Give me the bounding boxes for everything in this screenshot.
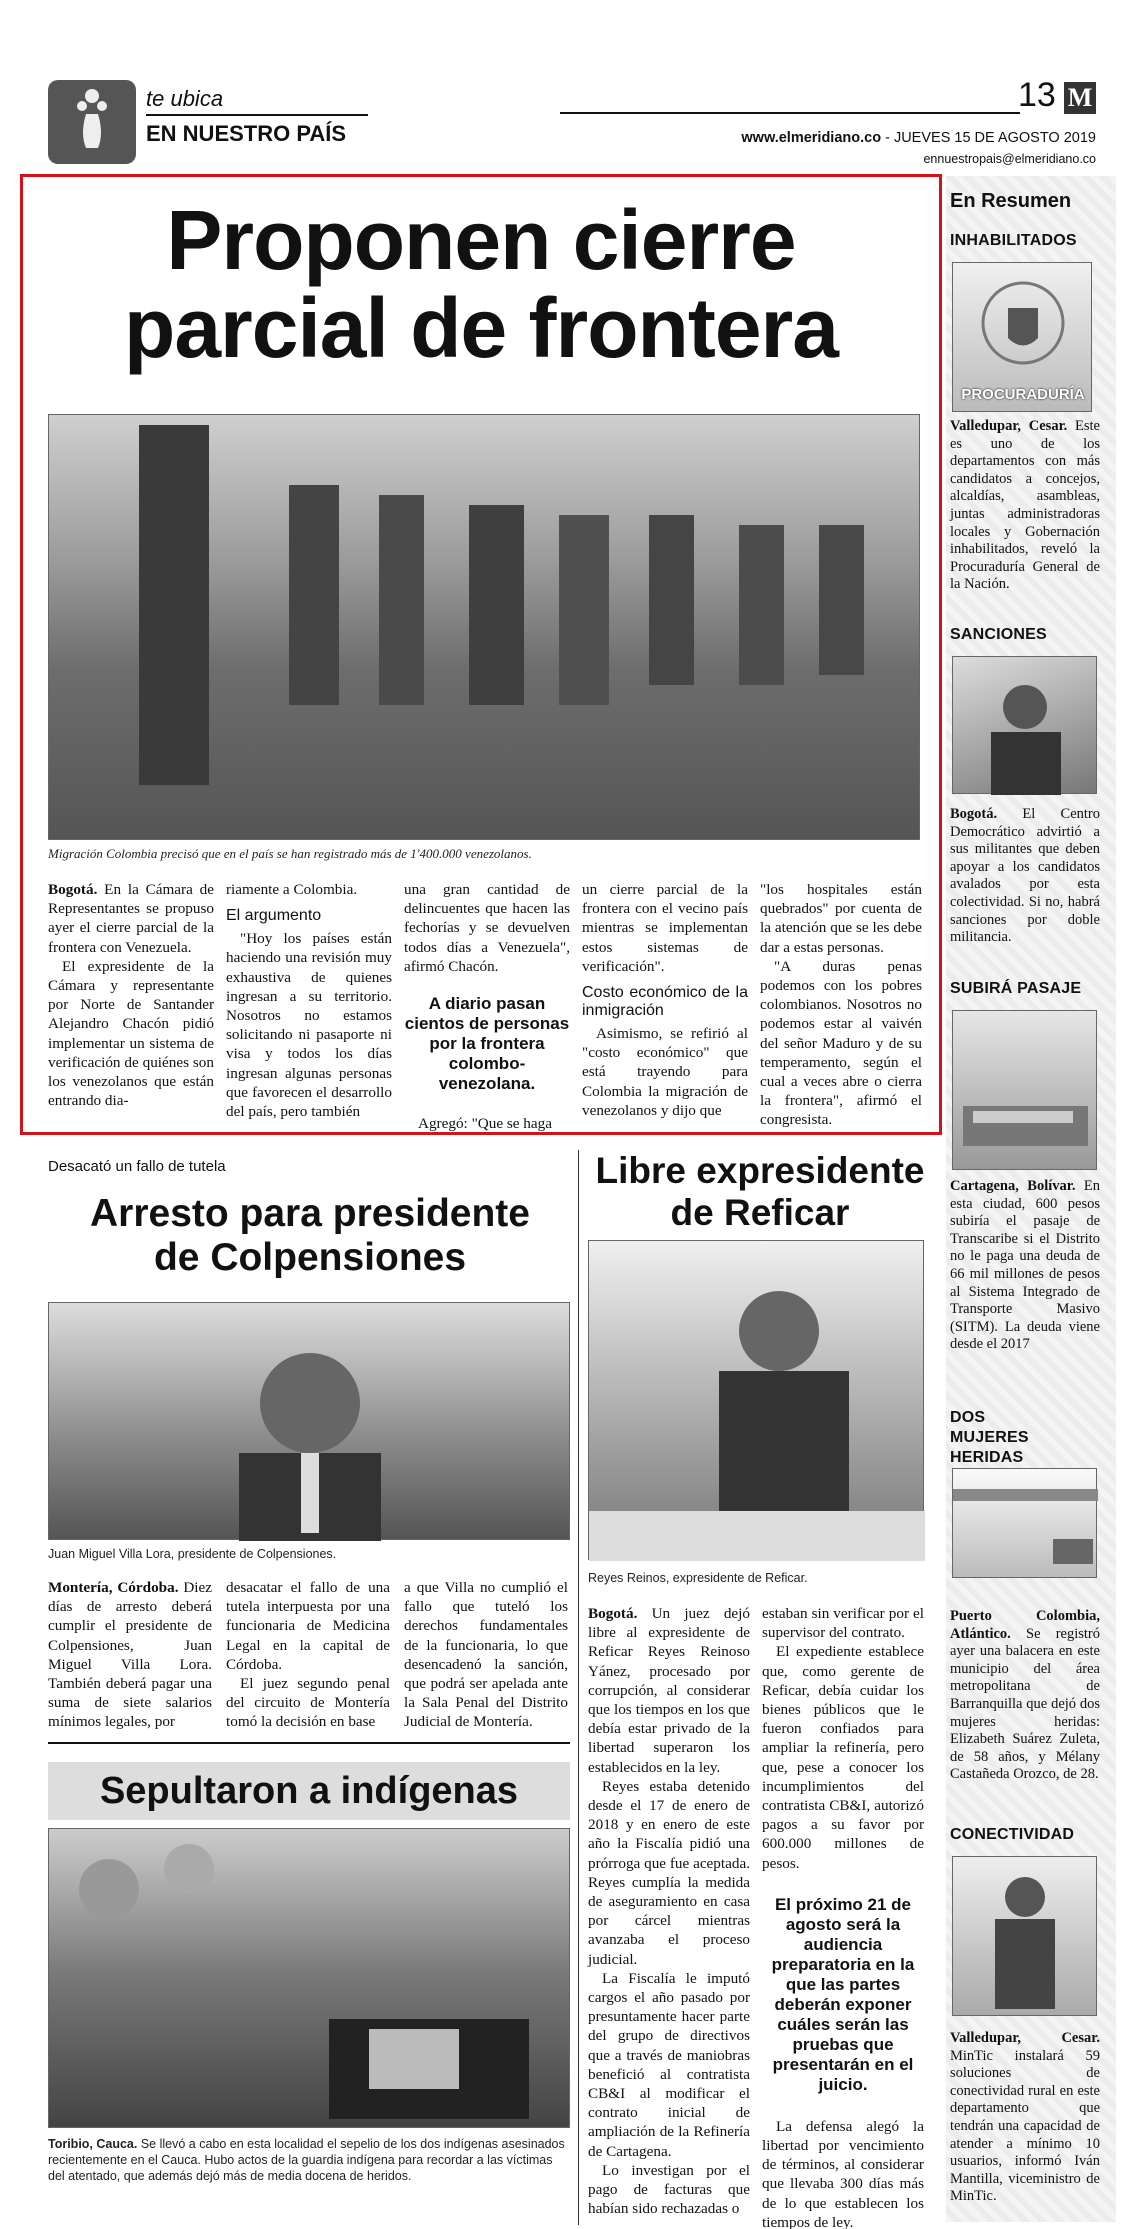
resumen-photo-procuraduria (952, 262, 1092, 412)
colp-headline: Arresto para presidente de Colpensiones (90, 1192, 530, 1279)
lead-col3-text-b: Agregó: "Que se haga (418, 1115, 552, 1133)
lead-col1-text: En la Cámara de Representantes se propuso ayer el cierre parcial de la frontera con Venezuela. (48, 881, 214, 956)
colp-col-1: Montería, Córdoba. Diez días de arresto deberá cumplir el presidente de Colpensiones, Juan Miguel Villa Lora. También deberá pagar una suma de siete salarios mínimos legales, por (48, 1579, 212, 1731)
lead-col4-text-b: Asimismo, se refirió al "costo económico" que está trayendo para Colombia la migración de venezolanos y dijo que (582, 1025, 748, 1119)
lead-col-3 (404, 880, 570, 1133)
lead-col5-text-a: "los hospitales están quebrados" por cuenta de la atención que se les debe dar a estas personas. (760, 881, 922, 956)
resumen-text-1: Bogotá. El Centro Democrático advirtió a sus militantes que deben apoyar a los candidatos avalados por esta colectividad. Si no, habrá sanciones por doble militancia. (950, 806, 1100, 946)
reficar-col-1: Bogotá. Un juez dejó libre al expresidente de Reficar Reyes Reinoso Yánez, procesado por corrupción, al considerar que los tiempos en los que debía estar privado de la libertad superaron los establecidos en la ley. Reyes estaba detenido desde el 17 de enero de 2018 y en enero de este año la Fiscalía pidió una prórroga que fue aceptada. Reyes cumplía la medida de aseguramiento en casa por cárcel mientras avanzaba el proceso judicial. La Fiscalía le imputó cargos el año pasado por presuntamente hacer parte del grupo de directivos que a través de maniobras benefició al contratista CB&I al modificar el contrato inicial de ampliación de la Refinería de Cartagena. Lo investigan por el pago de facturas que habían sido rechazadas o (588, 1605, 750, 2218)
resumen-text-2: Cartagena, Bolívar. En esta ciudad, 600 pesos subiría el pasaje de Transcaribe si el Distrito no le paga una deuda de 66 mil millones de pesos al Sistema Integrado de Transporte Masivo (SITM). La deuda viene desde el 2017 (950, 1178, 1100, 1353)
lead-subhead-costo: Costo económico de la inmigración (582, 984, 748, 1020)
colp-col-2: desacatar el fallo de una tutela interpuesta por una funcionaria de Medicina Legal en la capital de Córdoba. El juez segundo penal del circuito de Montería tomó la decisión en base (226, 1579, 390, 1731)
header-rule (560, 112, 1020, 114)
brand-mark: M (1064, 82, 1096, 114)
resumen-photo-puerto-colombia (952, 1468, 1097, 1578)
resumen-head-2: SUBIRÁ PASAJE (950, 980, 1082, 997)
lead-col5-text-b: "A duras penas podemos con los pobres colombianos. Nosotros no podemos estar al vaivén del señor Maduro y de su temperamento, según el cual a veces abre o cierra la frontera", afirmó el congresista. (760, 957, 922, 1129)
reficar-col-2: estaban sin verificar por el supervisor del contrato. El expediente establece que, como gerente de Reficar, debía cuidar los bienes públicos que le fueron confiados para ampliar la refinería, pero que, pese a conocer los incumplimientos del contratista CB&I, autorizó pagos a su favor por 600.000 millones de pesos. El próximo 21 de agosto será la audiencia preparatoria en la que las partes deberán exponer cuáles serán las pruebas que presentarán en el juicio. La defensa alegó la libertad por vencimiento de términos, al considerar que llevaba 300 días más de lo que establecen los tiempos de ley. (762, 1605, 924, 2229)
lead-col4-text-a: un cierre parcial de la frontera con el vecino país mientras se implementan estos sistemas de verificación". (582, 881, 748, 975)
header-email[interactable]: ennuestropais@elmeridiano.co (923, 152, 1096, 166)
lead-col-1 (48, 880, 214, 1110)
resumen-head-3: DOS MUJERES HERIDAS (950, 1409, 1029, 1466)
column-divider (578, 1150, 579, 2225)
resumen-head-4: CONECTIVIDAD (950, 1826, 1075, 1843)
resumen-title: En Resumen (950, 190, 1072, 212)
resumen-photo-transcaribe (952, 1010, 1097, 1170)
resumen-head-0: INHABILITADOS (950, 232, 1077, 249)
lead-pull-quote: A diario pasan cientos de personas por la frontera colombo-venezolana. (404, 994, 570, 1094)
date: - JUEVES 15 DE AGOSTO 2019 (881, 130, 1096, 146)
section-big-label: EN NUESTRO PAÍS (146, 121, 347, 146)
resumen-text-3: Puerto Colombia, Atlántico. Se registró ayer una balacera en este municipio del área metropolitana de Barranquilla que dejó dos mujeres heridas: Elizabeth Suárez Zuleta, de 58 años, y Mélany Castañeda Orozco, de 28. (950, 1608, 1100, 1783)
lead-photo-caption: Migración Colombia precisó que en el país se han registrado más de 1'400.000 venezolanos. (48, 846, 532, 861)
colp-col-3: a que Villa no cumplió el fallo que tuteló los derechos fundamentales de la funcionaria, lo que desencadenó la sanción, que podrá ser apelada ante la Sala Penal del Distrito Judicial de Montería. (404, 1579, 568, 1731)
header-dateline (741, 130, 1096, 146)
resumen-photo-mintic (952, 1856, 1097, 2016)
lead-col-4 (582, 880, 748, 1120)
lead-photo-migrants (48, 414, 920, 840)
indig-photo-funeral (48, 1828, 570, 2128)
reficar-photo-caption: Reyes Reinos, expresidente de Reficar. (588, 1571, 808, 1585)
lead-headline-line2: parcial de frontera (124, 281, 838, 375)
indig-caption: Toribio, Cauca. Se llevó a cabo en esta localidad el sepelio de los dos indígenas asesinados recientemente en el Cauca. Hubo actos de la guardia indígena para recordar a las víctimas del atentado, que además dejó más de media docena de heridos. (48, 2137, 565, 2183)
lead-col2-text-b: "Hoy los países están haciendo una revisión muy exhaustiva de quienes ingresan a su territorio. Nosotros no estamos solicitando ni pasaporte ni visa y todos los días ingresan algunas personas que favorecen el desarrollo del país, pero también (226, 930, 392, 1121)
resumen-photo-label: PROCURADURÍA (961, 386, 1085, 403)
colp-bottom-rule (48, 1742, 570, 1744)
resumen-text-4: Valledupar, Cesar. MinTic instalará 59 soluciones de conectividad rural en este departamento que tendrán una capacidad de atender a mínimo 10 usuarios, informó Iván Mantilla, viceministro de MinTic. (950, 2030, 1100, 2205)
resumen-head-1: SANCIONES (950, 626, 1047, 643)
indig-headline: Sepultaron a indígenas (48, 1762, 570, 1820)
lead-col3-text-a: una gran cantidad de delincuentes que hacen las fechorías y se devuelven todos días a Venezuela", afirmó Chacón. (404, 881, 570, 975)
colp-kicker: Desacató un fallo de tutela (48, 1158, 226, 1175)
lead-photo-figures (49, 415, 921, 841)
reficar-headline: Libre expresidente de Reficar (595, 1150, 925, 1233)
reficar-photo-reinoso (588, 1240, 924, 1560)
section-rule (146, 114, 368, 116)
lead-subhead-argumento: El argumento (226, 907, 322, 925)
section-small-label: te ubica (146, 86, 224, 111)
lead-col-2 (226, 880, 392, 1121)
resumen-text-0: Valledupar, Cesar. Este es uno de los departamentos con más candidatos a concejos, alcaldías, asambleas, juntas administradoras locales y Gobernación inhabilitados, reveló la Procuraduría General de la Nación. (950, 418, 1100, 593)
lead-headline (20, 193, 942, 375)
reficar-pull-quote: El próximo 21 de agosto será la audiencia preparatoria en la que las partes deberán exponer cuáles serán las pruebas que presentarán en el juicio. (771, 1894, 915, 2094)
website[interactable]: www.elmeridiano.co (741, 130, 882, 146)
colp-photo-caption: Juan Miguel Villa Lora, presidente de Colpensiones. (48, 1547, 337, 1561)
resumen-photo-sanciones (952, 656, 1097, 794)
lead-col-5 (760, 880, 922, 1130)
lead-col2-text-a: riamente a Colombia. (226, 881, 358, 898)
page-number: 13 (1018, 76, 1056, 114)
colp-photo-villa-lora (48, 1302, 570, 1540)
vase-logo-icon (66, 86, 118, 158)
lead-col1-text-b: El expresidente de la Cámara y representante por Norte de Santander Alejandro Chacón pidió implementar un sistema de verificación de quiénes son los venezolanos que están entrando dia- (48, 957, 214, 1110)
lead-dateline: Bogotá. (48, 881, 98, 898)
lead-headline-line1: Proponen cierre (166, 193, 796, 287)
